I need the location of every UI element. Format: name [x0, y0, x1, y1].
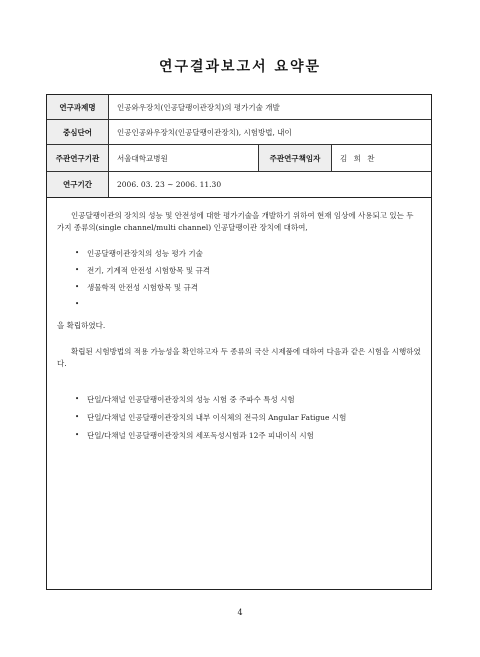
period-value: 2006. 03. 23 ~ 2006. 11.30	[117, 180, 222, 189]
period-row	[47, 172, 431, 198]
verification-paragraph: 확립된 시험방법의 적용 가능성을 확인하고자 두 종류의 국산 시제품에 대하여 다음과 같은 시험을 시행하였다.	[57, 347, 421, 368]
list-item: • 인공달팽이관장치의 성능 평가 기술	[75, 249, 203, 258]
bullet-icon: •	[75, 283, 80, 291]
intro-paragraph: 인공달팽이관의 장치의 성능 및 안전성에 대한 평가기술을 개발하기 위하여 현재 임상에 사용되고 있는 두 가지 종류의(single channel/multi channel) 인공달팽이관 장치에 대하여,	[57, 211, 414, 232]
list-item: • 전기, 기계적 안전성 시험항목 및 규격	[75, 266, 210, 275]
institution-label: 주관연구기관	[47, 145, 109, 171]
page-number: 4	[237, 608, 243, 617]
summary-form	[46, 94, 432, 590]
period-label: 연구기간	[47, 172, 109, 197]
project-title-value: 인공와우장치(인공달팽이관장치)의 평가기술 개발	[117, 102, 280, 112]
bullet-icon: •	[75, 249, 80, 257]
list-item: • 단일/다채널 인공달팽이관장치의 내부 이식체의 전극의 Angular Fatigue 시험	[75, 413, 347, 422]
established-sentence: 을 확립하였다.	[57, 321, 106, 330]
project-title-label: 연구과제명	[47, 95, 109, 119]
bullet-icon: •	[75, 413, 80, 421]
list-item: • 생물학적 안전성 시험항목 및 규격	[75, 283, 198, 292]
bullet-icon: •	[75, 395, 80, 403]
lead-researcher-value: 김 희 찬	[340, 153, 377, 163]
bullet-icon: •	[75, 300, 80, 308]
tests-list	[75, 394, 421, 442]
project-title-row	[47, 95, 431, 120]
keywords-row	[47, 120, 431, 145]
keywords-label: 중심단어	[47, 120, 109, 144]
institution-row	[47, 145, 431, 172]
developed-items-list	[75, 248, 421, 308]
keywords-value: 인공인공와우장치(인공달팽이관장치), 시험방법, 내이	[117, 127, 292, 137]
page-title: 연구결과보고서 요약문	[158, 59, 322, 75]
institution-value: 서울대학교병원	[117, 153, 168, 163]
list-item: • 단일/다채널 인공달팽이관장치의 성능 시험 중 주파수 특성 시험	[75, 395, 295, 404]
list-item: • 단일/다채널 인공달팽이관장치의 세포독성시험과 12주 피내이식 시험	[75, 431, 314, 440]
bullet-icon: •	[75, 431, 80, 439]
lead-researcher-label: 주관연구책임자	[258, 145, 332, 171]
bullet-icon: •	[75, 266, 80, 274]
